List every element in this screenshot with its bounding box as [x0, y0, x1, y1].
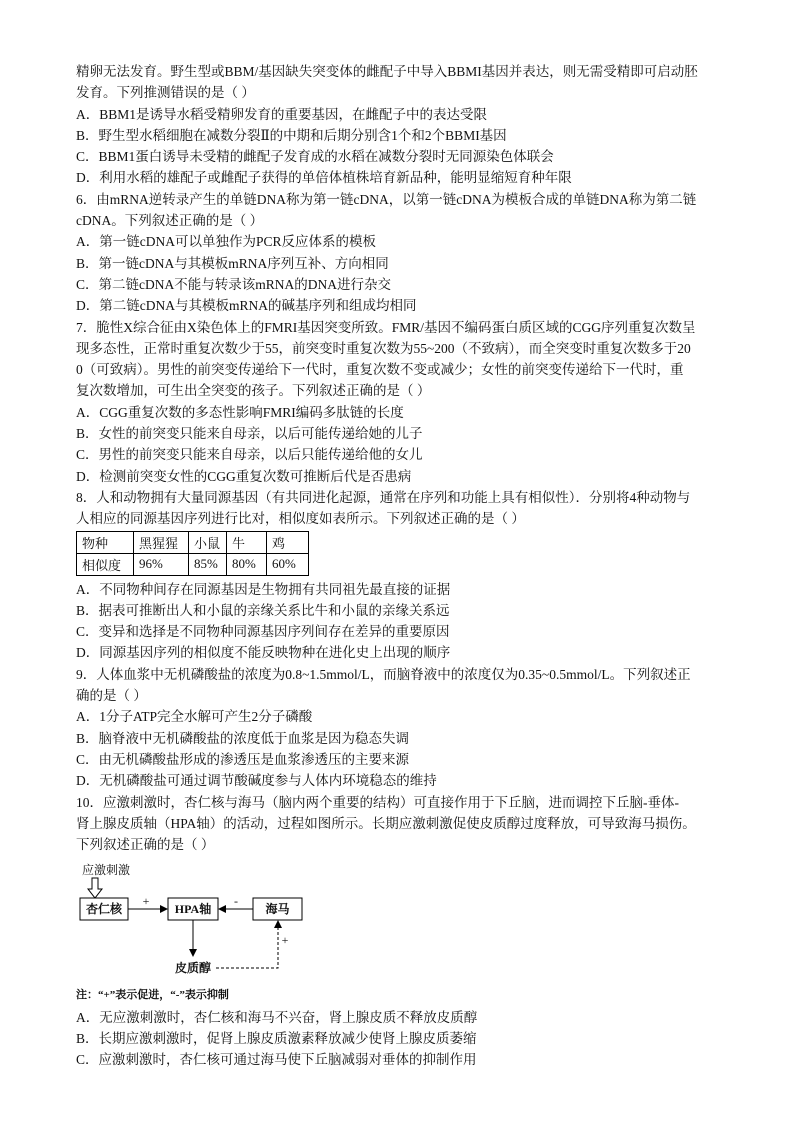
q8-option-a: A．不同物种间存在同源基因是生物拥有共同祖先最直接的证据 [76, 581, 451, 597]
table-row [77, 553, 309, 575]
q8-options-group [76, 579, 776, 856]
q10-option-c: C．应激刺激时，杏仁核可通过海马使下丘脑减弱对垂体的抑制作用 [76, 1052, 477, 1068]
q10-stem-line: 下列叙述正确的是（ ） [76, 837, 215, 853]
similarity-table [76, 531, 309, 576]
promote-sign: + [281, 933, 289, 948]
hpa-axis-diagram [76, 855, 316, 985]
table-header-cell: 鸡 [267, 531, 309, 553]
table-cell: 85% [189, 553, 227, 575]
table-cell: 60% [267, 553, 309, 575]
promote-sign: + [142, 894, 150, 909]
q7-stem-line: 复次数增加，可生出全突变的孩子。下列叙述正确的是（ ） [76, 383, 431, 399]
hippocampus-label: 海马 [265, 902, 290, 917]
q10-option-a: A．无应激刺激时，杏仁核和海马不兴奋，肾上腺皮质不释放皮质醇 [76, 1009, 478, 1025]
q8-option-b: B．据表可推断出人和小鼠的亲缘关系比牛和小鼠的亲缘关系远 [76, 602, 450, 618]
q9-stem-line: 9．人体血浆中无机磷酸盐的浓度为0.8~1.5mmol/L，而脑脊液中的浓度仅为0.35~0.5mmol/L。下列叙述正 [76, 666, 691, 682]
cortisol-to-hippocampus-dashed-arrow [216, 921, 278, 968]
inhibit-sign: - [234, 894, 238, 909]
table-cell: 相似度 [77, 553, 134, 575]
stimulus-arrow-icon [88, 878, 102, 898]
table-header-cell: 物种 [77, 531, 134, 553]
stimulus-label: 应激刺激 [82, 863, 131, 878]
q5-stem-line: 精卵无法发育。野生型或BBM/基因缺失突变体的雌配子中导入BBMI基因并表达，则无需受精即可启动胚 [76, 64, 698, 79]
cortisol-label: 皮质醇 [174, 961, 212, 976]
table-header-cell: 黑猩猩 [134, 531, 189, 553]
q7-stem-line: 现多态性，正常时重复次数少于55，前突变时重复次数为55~200（不致病），而全突变时重复次数多于20 [76, 340, 691, 356]
amygdala-label: 杏仁核 [85, 902, 123, 917]
q5-option-b: B．野生型水稻细胞在减数分裂Ⅱ的中期和后期分别含1个和2个BBMI基因 [76, 127, 507, 143]
q9-option-a: A．1分子ATP完全水解可产生2分子磷酸 [76, 709, 313, 725]
q6-option-d: D．第二链cDNA与其模板mRNA的碱基序列和组成均相同 [76, 298, 417, 314]
table-cell: 96% [134, 553, 189, 575]
table-cell: 80% [227, 553, 267, 575]
q8-option-c: C．变异和选择是不同物种同源基因序列间存在差异的重要原因 [76, 624, 450, 640]
q7-stem-line: 7．脆性X综合征由X染色体上的FMRI基因突变所致。FMR/基因不编码蛋白质区域的CGG序列重复次数呈 [76, 319, 696, 335]
q10-stem-line: 肾上腺皮质轴（HPA轴）的活动，过程如图所示。长期应激刺激促使皮质醇过度释放，可导致海马损伤。 [76, 815, 696, 831]
q5-stem-line: 发育。下列推测错误的是（ ） [76, 85, 255, 101]
q7-option-d: D．检测前突变女性的CGG重复次数可推断后代是否患病 [76, 468, 412, 484]
q5-option-a: A．BBM1是诱导水稻受精卵发育的重要基因，在雌配子中的表达受限 [76, 106, 488, 122]
q6-stem-line: 6．由mRNA逆转录产生的单链DNA称为第一链cDNA，以第一链cDNA为模板合成的单链DNA称为第二链 [76, 191, 697, 207]
q9-option-b: B．脑脊液中无机磷酸盐的浓度低于血浆是因为稳态失调 [76, 730, 410, 746]
q7-stem-line: 0（可致病）。男性的前突变传递给下一代时，重复次数不变或减少；女性的前突变传递给下一代时，重 [76, 362, 684, 378]
q8-stem-line: 8．人和动物拥有大量同源基因（有共同进化起源，通常在序列和功能上具有相似性）．分别将4种动物与 [76, 489, 691, 505]
q9-option-c: C．由无机磷酸盐形成的渗透压是血浆渗透压的主要来源 [76, 751, 410, 767]
q8-option-d: D．同源基因序列的相似度不能反映物种在进化史上出现的顺序 [76, 645, 451, 661]
q7-option-c: C．男性的前突变只能来自母亲，以后只能传递给他的女儿 [76, 447, 423, 463]
q10-option-b: B．长期应激刺激时，促肾上腺皮质激素释放减少使肾上腺皮质萎缩 [76, 1030, 477, 1046]
q8-stem-line: 人相应的同源基因序列进行比对，相似度如表所示。下列叙述正确的是（ ） [76, 511, 525, 527]
q6-stem-line: cDNA。下列叙述正确的是（ ） [76, 213, 264, 229]
q9-stem-line: 确的是（ ） [76, 688, 147, 704]
q6-option-c: C．第二链cDNA不能与转录该mRNA的DNA进行杂交 [76, 276, 391, 292]
diagram-note: 注：“+”表示促进，“-”表示抑制 [76, 989, 229, 1002]
q5-option-d: D．利用水稻的雄配子或雌配子获得的单倍体植株培育新品种，能明显缩短育种年限 [76, 170, 572, 186]
q7-option-a: A．CGG重复次数的多态性影响FMRI编码多肽链的长度 [76, 404, 404, 420]
table-header-cell: 小鼠 [189, 531, 227, 553]
table-header-cell: 牛 [227, 531, 267, 553]
exam-page-content [76, 61, 776, 1071]
hpa-axis-label: HPA轴 [174, 902, 212, 917]
q6-option-b: B．第一链cDNA与其模板mRNA序列互补、方向相同 [76, 255, 389, 271]
q5-option-c: C．BBM1蛋白诱导未受精的雌配子发育成的水稻在减数分裂时无同源染色体联会 [76, 149, 554, 165]
q7-option-b: B．女性的前突变只能来自母亲，以后可能传递给她的儿子 [76, 426, 423, 442]
table-row [77, 531, 309, 553]
q6-option-a: A．第一链cDNA可以单独作为PCR反应体系的模板 [76, 234, 377, 250]
q9-option-d: D．无机磷酸盐可通过调节酸碱度参与人体内环境稳态的维持 [76, 773, 437, 789]
q10-stem-line: 10．应激刺激时，杏仁核与海马（脑内两个重要的结构）可直接作用于下丘脑，进而调控下丘脑-垂体- [76, 794, 679, 810]
